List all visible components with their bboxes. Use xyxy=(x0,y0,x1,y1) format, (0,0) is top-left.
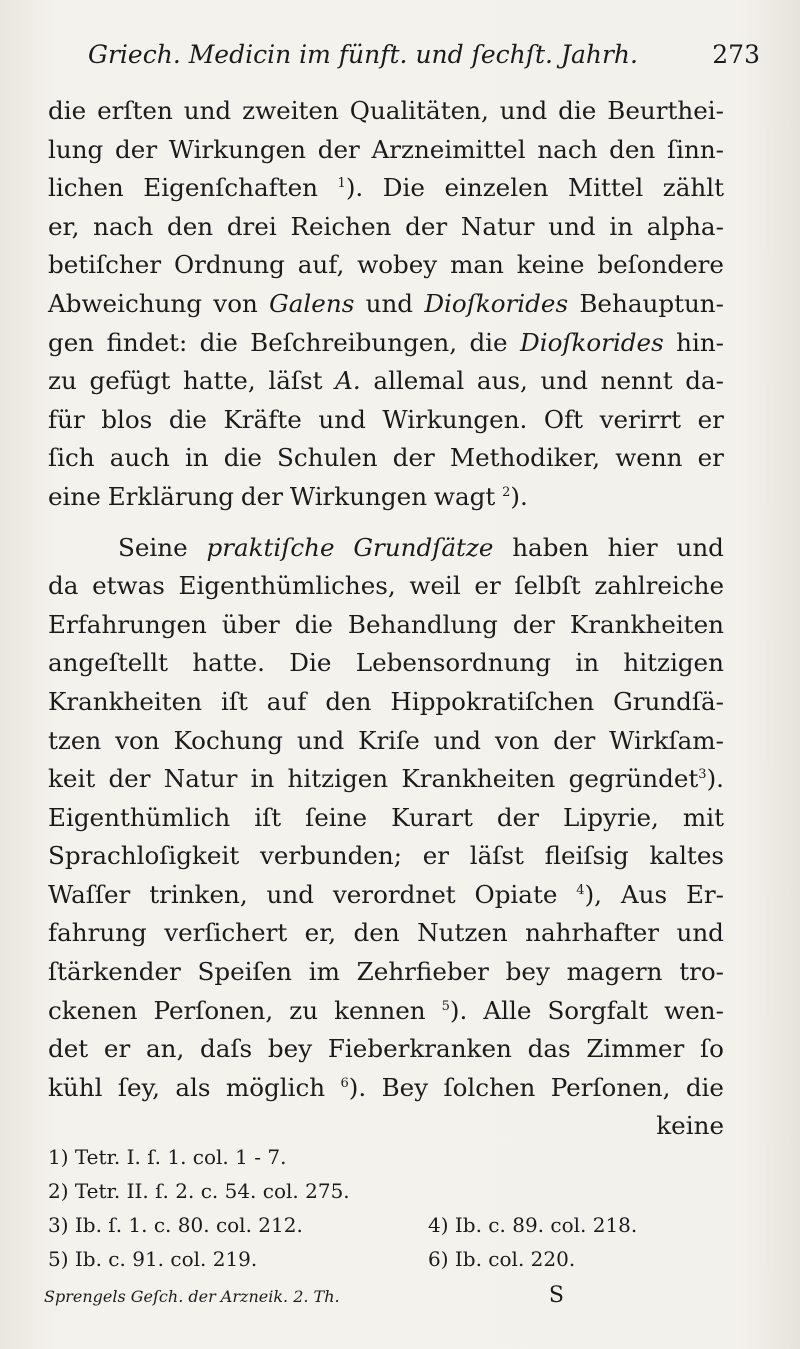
word: ſinn- xyxy=(667,134,724,164)
word: wen- xyxy=(664,995,724,1025)
word: Natur xyxy=(163,764,238,794)
word: von xyxy=(213,288,258,318)
word: nach xyxy=(93,211,154,241)
word: zahlreiche xyxy=(594,571,724,601)
word: Beurthei- xyxy=(607,96,724,125)
text-line xyxy=(48,169,724,208)
word: der xyxy=(512,609,555,639)
word: die xyxy=(199,327,238,357)
word: und xyxy=(296,725,345,755)
text-line xyxy=(48,953,724,992)
text-line xyxy=(48,722,724,761)
word: daſs xyxy=(200,1034,253,1064)
italic-term: A. xyxy=(335,366,361,396)
word: Die xyxy=(382,173,425,203)
word: die xyxy=(294,609,333,639)
word: Fieberkranken xyxy=(327,1034,512,1064)
footnotes xyxy=(48,1140,724,1276)
word: bey xyxy=(267,1034,313,1064)
word: möglich xyxy=(225,1072,326,1102)
text-line xyxy=(48,131,724,170)
word: ſo xyxy=(700,1034,724,1064)
word: mit xyxy=(682,802,724,832)
word: kühl xyxy=(48,1072,103,1102)
word: Reichen xyxy=(290,211,392,241)
word: trinken, xyxy=(149,879,248,909)
footnote-ref: 4 xyxy=(576,882,585,898)
word: Natur xyxy=(460,211,535,241)
word: wagt xyxy=(433,481,496,511)
word: keit xyxy=(48,764,96,794)
word: nahrhafter xyxy=(525,918,660,948)
footnote-ref: 3 xyxy=(698,767,707,783)
word: und xyxy=(318,404,366,434)
word: einzelen xyxy=(444,173,549,203)
word: verſichert xyxy=(164,918,288,948)
word: zu xyxy=(48,366,77,396)
text-line xyxy=(48,362,724,401)
word: von xyxy=(115,725,160,755)
word xyxy=(424,285,568,324)
word: gefügt xyxy=(89,366,171,396)
word: Arzneimittel xyxy=(371,134,526,164)
footnote-1: 1) Tetr. I. ſ. 1. col. 1 - 7. xyxy=(48,1145,287,1169)
word xyxy=(353,529,493,568)
word: erſten xyxy=(97,96,173,125)
running-header xyxy=(88,40,760,69)
word: beſondere xyxy=(597,250,724,280)
word xyxy=(335,362,361,401)
word xyxy=(206,529,334,568)
word: die xyxy=(558,96,597,125)
word: ckenen xyxy=(48,995,138,1025)
text-line xyxy=(48,683,724,722)
word: Krankheiten xyxy=(401,764,556,794)
word: blos xyxy=(101,404,153,434)
word: Eigenthümliches, xyxy=(178,571,396,601)
word: die xyxy=(223,443,262,473)
word: lichen xyxy=(48,173,124,203)
word: der xyxy=(108,764,151,794)
word: Eigenthümlich xyxy=(48,802,231,832)
word: Waſſer xyxy=(48,879,131,909)
word: Erklärung xyxy=(107,481,235,511)
word: Grundſä- xyxy=(613,686,724,716)
footnote-3: 3) Ib. ſ. 1. c. 80. col. 212. xyxy=(48,1213,303,1237)
word: von xyxy=(494,725,540,755)
word: eine xyxy=(48,481,101,511)
word: er, xyxy=(48,211,80,241)
word: nach xyxy=(537,134,598,164)
word: bey xyxy=(505,957,550,987)
word: Perſonen, xyxy=(153,995,274,1025)
word: alpha- xyxy=(646,211,724,241)
word: Eigenſchaften xyxy=(143,173,318,203)
word: Sprachloſigkeit xyxy=(48,841,240,871)
word: läſst xyxy=(268,366,323,396)
word: lung xyxy=(48,134,104,164)
word: Behandlung xyxy=(347,609,498,639)
word: der xyxy=(317,134,360,164)
text-line xyxy=(48,837,724,876)
word: verordnet xyxy=(332,879,456,909)
italic-term: Grundſätze xyxy=(353,532,494,562)
word: tro- xyxy=(679,957,724,987)
word: findet: xyxy=(106,327,188,357)
text-line xyxy=(48,324,724,363)
text-line xyxy=(48,992,724,1031)
word: hin- xyxy=(676,327,724,357)
word: verbunden; xyxy=(259,841,402,871)
word: den xyxy=(609,134,656,164)
word: betiſcher xyxy=(48,250,162,280)
word: und xyxy=(676,532,724,562)
word: Kochung xyxy=(173,725,284,755)
word: und xyxy=(365,288,414,318)
word: ſey, xyxy=(117,1072,160,1102)
word: Erfahrungen xyxy=(48,609,207,639)
footer-running-title: Sprengels Geſch. der Arzneik. 2. Th. xyxy=(44,1287,340,1306)
footnote-ref: 2 xyxy=(502,484,511,500)
text-line xyxy=(48,606,724,645)
word: der xyxy=(392,443,435,473)
word: det xyxy=(48,1034,89,1064)
word: und xyxy=(548,211,596,241)
word: verirrt xyxy=(599,404,682,434)
text-line xyxy=(48,246,724,285)
word: Krankheiten xyxy=(48,686,203,716)
word: hitzigen xyxy=(287,764,389,794)
word: ſelbſt xyxy=(514,571,581,601)
word: Kräfte xyxy=(223,404,302,434)
word: Behauptun- xyxy=(579,288,724,318)
word: weil xyxy=(409,571,461,601)
word: im xyxy=(308,957,340,987)
word: fahrung xyxy=(48,918,147,948)
word: Beſchreibungen, xyxy=(250,327,458,357)
word: und xyxy=(540,366,588,396)
word: da- xyxy=(685,366,724,396)
word: die xyxy=(685,1072,724,1102)
word: Abweichung xyxy=(48,288,203,318)
word: Alle xyxy=(483,995,532,1025)
word: der xyxy=(496,802,539,832)
word: Oft xyxy=(543,404,584,434)
word: Er- xyxy=(685,879,724,909)
word: ſich xyxy=(48,443,95,473)
word: Kriſe xyxy=(358,725,420,755)
text-line xyxy=(48,799,724,838)
text-line xyxy=(48,760,724,799)
word: kennen xyxy=(334,995,426,1025)
word: zu xyxy=(289,995,319,1025)
word: in xyxy=(184,443,209,473)
word: er xyxy=(103,1034,131,1064)
word: Lebensordnung xyxy=(355,648,551,678)
word: gen xyxy=(48,327,95,357)
word: an, xyxy=(145,1034,185,1064)
word: Sorgfalt xyxy=(547,995,649,1025)
word: da xyxy=(48,571,79,601)
text-line xyxy=(48,1030,724,1069)
footnote-5: 5) Ib. c. 91. col. 219. xyxy=(48,1247,258,1271)
word: Perſonen, xyxy=(550,1072,671,1102)
word: haben xyxy=(512,532,589,562)
word: kaltes xyxy=(649,841,724,871)
word: er xyxy=(697,443,724,473)
word: auf, xyxy=(297,250,345,280)
word: $^4$), xyxy=(576,879,602,909)
word: den xyxy=(325,686,372,716)
text-line xyxy=(48,644,724,683)
word: in xyxy=(609,211,634,241)
word: auf xyxy=(266,686,307,716)
footnote-ref: 5 xyxy=(441,998,450,1014)
text-line xyxy=(48,914,724,953)
word: die xyxy=(168,404,207,434)
word: und xyxy=(433,725,482,755)
word: wobey xyxy=(357,250,438,280)
word: die xyxy=(469,327,508,357)
word: magern xyxy=(566,957,663,987)
word xyxy=(269,285,354,324)
word: Wirkſam- xyxy=(609,725,724,755)
page-footer xyxy=(44,1283,564,1308)
word: Seine xyxy=(118,532,188,562)
word: er, xyxy=(304,918,337,948)
word: Qualitäten, xyxy=(349,96,489,125)
word: hier xyxy=(607,532,658,562)
text-line xyxy=(48,285,724,324)
word: der xyxy=(240,481,283,511)
word: die xyxy=(48,96,87,125)
word: der xyxy=(405,211,448,241)
word: Methodiker, xyxy=(449,443,601,473)
word: Mittel xyxy=(568,173,644,203)
word: das xyxy=(527,1034,571,1064)
word: keine xyxy=(656,1111,724,1141)
word: als xyxy=(175,1072,211,1102)
word: Zehrfieber xyxy=(356,957,489,987)
word: Bey xyxy=(381,1072,429,1102)
word: Speiſen xyxy=(197,957,293,987)
word: wenn xyxy=(615,443,683,473)
signature-mark: S xyxy=(548,1283,564,1308)
word: er xyxy=(697,404,724,434)
word: iſt xyxy=(221,686,248,716)
word: über xyxy=(221,609,280,639)
word: Opiate xyxy=(474,879,558,909)
word: ſeine xyxy=(305,802,368,832)
word: angeſtellt xyxy=(48,648,168,678)
text-line xyxy=(48,876,724,915)
word: Lipyrie, xyxy=(563,802,659,832)
word: Wirkungen xyxy=(289,481,428,511)
text-line xyxy=(48,1069,724,1108)
word: den xyxy=(166,211,214,241)
word: fleiſsig xyxy=(544,841,629,871)
word: $^1$). xyxy=(337,173,364,203)
word: er xyxy=(422,841,450,871)
word: hatte. xyxy=(192,648,265,678)
text-line xyxy=(48,401,724,440)
footnote-ref: 1 xyxy=(337,176,346,192)
word: Hippokratiſchen xyxy=(390,686,595,716)
word: nennt xyxy=(600,366,673,396)
word: auch xyxy=(109,443,170,473)
word: in xyxy=(250,764,275,794)
page-number: 273 xyxy=(712,40,760,69)
word: er xyxy=(474,571,501,601)
word: der xyxy=(553,725,596,755)
word: Krankheiten xyxy=(569,609,724,639)
word: Kurart xyxy=(391,802,473,832)
word: hitzigen xyxy=(623,648,724,678)
word: in xyxy=(575,648,600,678)
text-line xyxy=(48,439,724,478)
word: ſtärkender xyxy=(48,957,181,987)
italic-term: Dioſkorides xyxy=(519,327,664,357)
word: und xyxy=(499,96,548,125)
footnote-2: 2) Tetr. II. ſ. 2. c. 54. col. 275. xyxy=(48,1179,350,1203)
footnote-4: 4) Ib. c. 89. col. 218. xyxy=(428,1213,638,1237)
word: Nutzen xyxy=(417,918,508,948)
text-line xyxy=(48,92,724,131)
header-title: Griech. Medicin im fünft. und ſechſt. Jahrh. xyxy=(88,40,638,69)
italic-term: Galens xyxy=(269,288,355,318)
word: Zimmer xyxy=(586,1034,685,1064)
word: hatte, xyxy=(183,366,256,396)
word: Schulen xyxy=(277,443,378,473)
text-line xyxy=(48,529,724,568)
word: zählt xyxy=(662,173,724,203)
word: und xyxy=(266,879,314,909)
word: iſt xyxy=(254,802,282,832)
word: etwas xyxy=(92,571,165,601)
word: der xyxy=(115,134,158,164)
footnote-6: 6) Ib. col. 220. xyxy=(428,1247,576,1271)
word: $^2$). xyxy=(502,481,528,511)
word: man xyxy=(450,250,504,280)
word: und xyxy=(676,918,724,948)
word: allemal xyxy=(373,366,465,396)
word: zweiten xyxy=(242,96,339,125)
italic-term: praktiſche xyxy=(206,532,335,562)
word: läſst xyxy=(469,841,524,871)
text-line xyxy=(48,567,724,606)
body-text xyxy=(48,92,724,1146)
word: tzen xyxy=(48,725,102,755)
word: $^5$). xyxy=(441,995,468,1025)
word: drei xyxy=(226,211,277,241)
word: keine xyxy=(516,250,585,280)
italic-term: Dioſkorides xyxy=(424,288,569,318)
word: ſolchen xyxy=(443,1072,536,1102)
word: aus, xyxy=(476,366,528,396)
word: den xyxy=(353,918,400,948)
text-line xyxy=(48,478,724,517)
footnote-ref: 6 xyxy=(340,1075,349,1091)
word: Ordnung xyxy=(173,250,285,280)
word: Aus xyxy=(620,879,668,909)
word: Wirkungen xyxy=(168,134,306,164)
word: Wirkungen. xyxy=(382,404,528,434)
word: für xyxy=(48,404,85,434)
word: $^6$). xyxy=(340,1072,367,1102)
word: gegründet$^3$). xyxy=(568,764,724,794)
word: und xyxy=(183,96,232,125)
word: Die xyxy=(289,648,332,678)
text-line xyxy=(48,208,724,247)
word xyxy=(520,324,664,363)
